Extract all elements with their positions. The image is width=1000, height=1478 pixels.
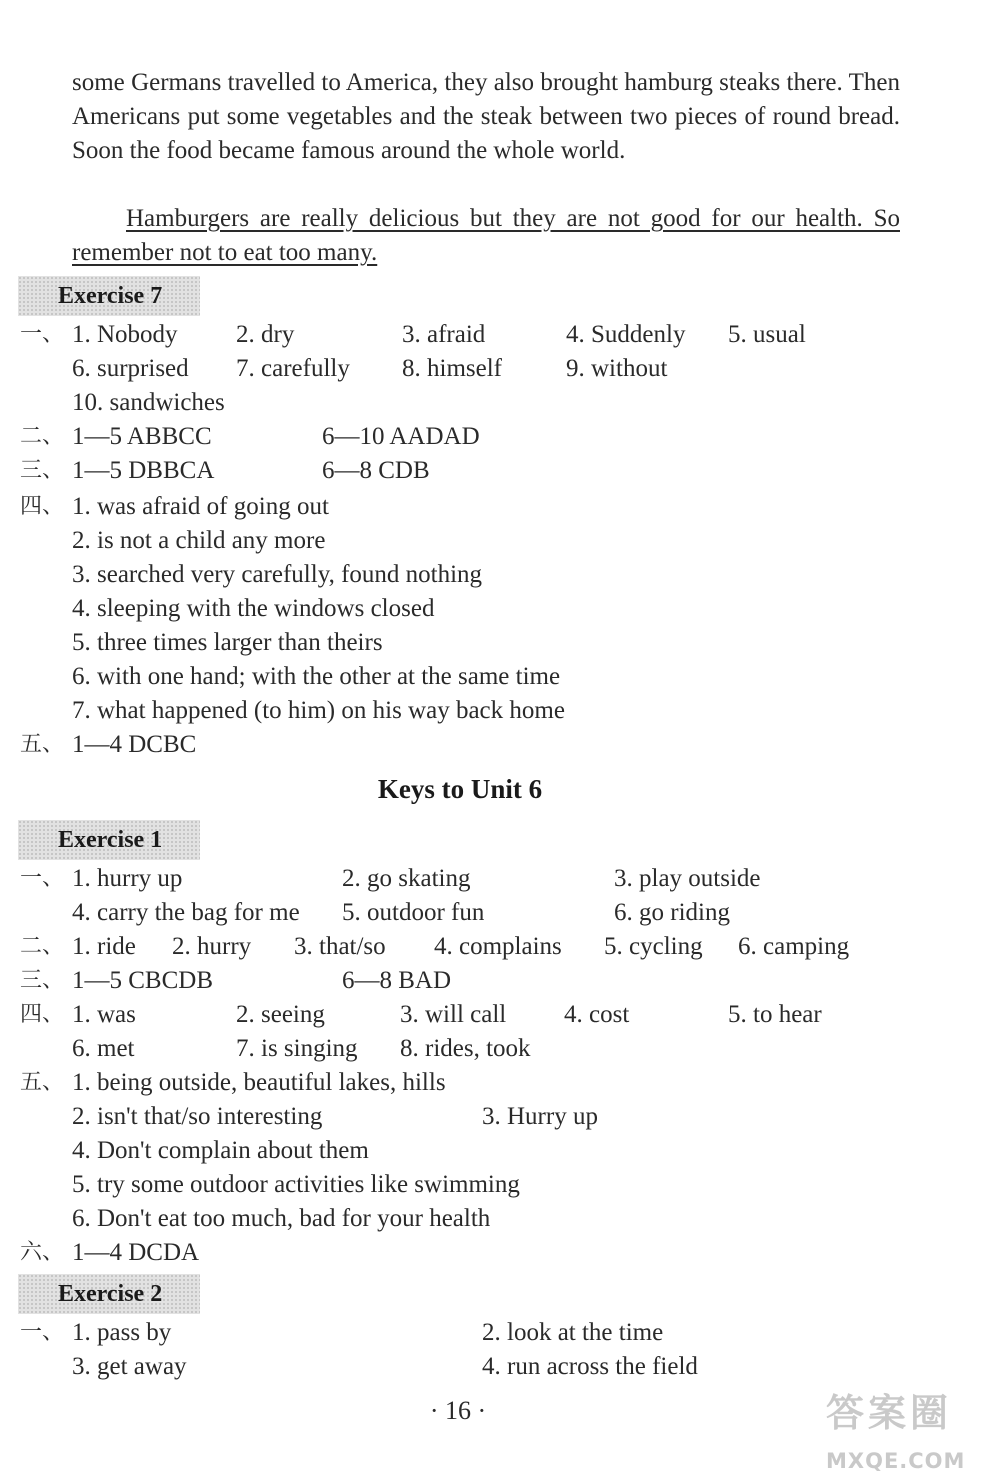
watermark-url: MXQE.COM: [826, 1449, 966, 1473]
answer: 2. go skating: [342, 865, 471, 892]
unit-title: Keys to Unit 6: [377, 774, 543, 804]
section-marker: 一、: [20, 866, 65, 891]
section-marker: 五、: [20, 1070, 65, 1095]
answer: 6. surprised: [72, 355, 189, 382]
section-marker: 二、: [20, 424, 65, 449]
intro-summary-paragraph: [72, 202, 900, 270]
answer: 8. rides, took: [400, 1035, 531, 1062]
answer: 7. what happened (to him) on his way back home: [72, 697, 565, 724]
answer: 2. is not a child any more: [72, 527, 326, 554]
answer: 3. get away: [72, 1353, 187, 1380]
answer: 2. isn't that/so interesting: [72, 1103, 323, 1130]
answer: 9. without: [566, 355, 668, 382]
section-marker: 五、: [20, 732, 65, 757]
intro-paragraph: some Germans travelled to America, they also brought hamburg steaks there. Then Americans put some vegetables and the steak between two pieces of round bread. Soon the food became famous around the whole world.: [72, 69, 900, 164]
answer: 2. dry: [236, 321, 295, 348]
answer: 1. being outside, beautiful lakes, hills: [72, 1069, 446, 1096]
answer: 5. try some outdoor activities like swimming: [72, 1171, 520, 1198]
section-marker: 一、: [20, 1320, 65, 1345]
answer: 3. searched very carefully, found nothing: [72, 561, 483, 588]
answer: 8. himself: [402, 355, 502, 382]
underlined-summary: Hamburgers are really delicious but they are not good for our health. So remember not to eat too many.: [72, 205, 900, 266]
watermark-logo: 答案圈: [826, 1391, 953, 1435]
answer: 1. hurry up: [72, 865, 183, 892]
answer: 1. pass by: [72, 1319, 172, 1346]
answer: 10. sandwiches: [72, 389, 225, 416]
answer: 5. cycling: [604, 933, 703, 960]
page-number: · 16 ·: [429, 1396, 487, 1425]
section-marker: 六、: [20, 1240, 65, 1265]
answer: 1—5 DBBCA: [72, 457, 215, 484]
answer: 4. sleeping with the windows closed: [72, 595, 435, 622]
answer: 6—8 BAD: [342, 967, 452, 994]
answer: 7. is singing: [236, 1035, 358, 1062]
answer: 5. outdoor fun: [342, 899, 485, 926]
answer: 1. Nobody: [72, 321, 178, 348]
answer: 4. cost: [564, 1001, 630, 1028]
answer: 6—10 AADAD: [322, 423, 480, 450]
exercise-2-heading: Exercise 2: [18, 1274, 200, 1314]
answer: 2. seeing: [236, 1001, 325, 1028]
answer: 5. usual: [728, 321, 806, 348]
section-marker: 一、: [20, 322, 65, 347]
answer: 1. was: [72, 1001, 136, 1028]
answer: 2. look at the time: [482, 1319, 664, 1346]
answer: 3. that/so: [294, 933, 386, 960]
exercise-7-heading: Exercise 7: [18, 276, 200, 316]
answer: 6. met: [72, 1035, 135, 1062]
answer: 6. with one hand; with the other at the same time: [72, 663, 561, 690]
answer: 3. play outside: [614, 865, 761, 892]
answer: 1. was afraid of going out: [72, 493, 329, 520]
answer: 4. Suddenly: [566, 321, 686, 348]
answer: 3. afraid: [402, 321, 486, 348]
answer: 1. ride: [72, 933, 136, 960]
section-marker: 四、: [20, 1002, 65, 1027]
answer: 6. go riding: [614, 899, 730, 926]
section-marker: 三、: [20, 968, 65, 993]
answer: 6. Don't eat too much, bad for your health: [72, 1205, 491, 1232]
section-marker: 四、: [20, 494, 65, 519]
answer: 5. three times larger than theirs: [72, 629, 383, 656]
answer: 5. to hear: [728, 1001, 822, 1028]
answer: 4. complains: [434, 933, 562, 960]
answer: 3. will call: [400, 1001, 507, 1028]
answer: 3. Hurry up: [482, 1103, 598, 1130]
answer: 6. camping: [738, 933, 850, 960]
answer: 4. Don't complain about them: [72, 1137, 369, 1164]
section-marker: 三、: [20, 458, 65, 483]
answer: 4. carry the bag for me: [72, 899, 300, 926]
answer: 2. hurry: [172, 933, 252, 960]
watermark: [826, 1391, 996, 1474]
section-marker: 二、: [20, 934, 65, 959]
exercise-1-heading: Exercise 1: [18, 820, 200, 860]
answer: 1—5 CBCDB: [72, 967, 214, 994]
answer: 1—5 ABBCC: [72, 423, 212, 450]
answer: 4. run across the field: [482, 1353, 698, 1380]
answer: 7. carefully: [236, 355, 350, 382]
answer: 1—4 DCBC: [72, 731, 197, 758]
answer: 1—4 DCDA: [72, 1239, 200, 1266]
answer: 6—8 CDB: [322, 457, 430, 484]
